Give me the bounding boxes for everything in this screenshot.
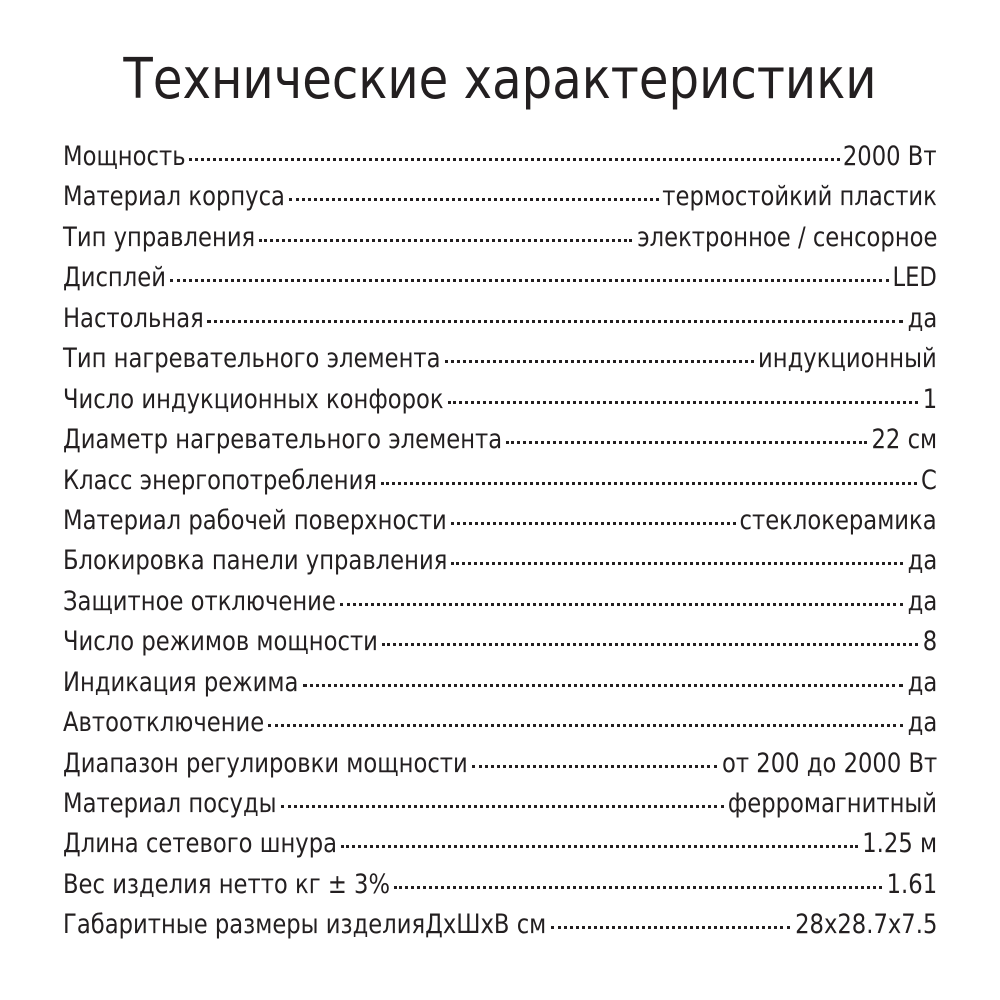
- spec-label: Тип нагревательного элемента: [63, 343, 441, 375]
- spec-row: [63, 744, 937, 784]
- spec-row: [63, 905, 937, 945]
- specs-list: [63, 137, 937, 946]
- spec-row: [63, 501, 937, 541]
- spec-value: да: [907, 707, 937, 739]
- dot-leader: [381, 482, 918, 485]
- spec-row: [63, 177, 937, 217]
- spec-value: от 200 до 2000 Вт: [721, 747, 937, 779]
- spec-label: Настольная: [63, 302, 204, 334]
- dot-leader: [472, 765, 718, 768]
- spec-value: да: [907, 545, 937, 577]
- spec-row: [63, 339, 937, 379]
- spec-label: Число индукционных конфорок: [63, 383, 444, 415]
- dot-leader: [451, 522, 737, 525]
- spec-row: [63, 420, 937, 460]
- dot-leader: [451, 562, 903, 565]
- dot-leader: [445, 360, 755, 363]
- spec-label: Число режимов мощности: [63, 626, 378, 658]
- spec-label: Защитное отключение: [63, 585, 336, 617]
- dot-leader: [268, 724, 903, 727]
- spec-value: да: [907, 666, 937, 698]
- dot-leader: [189, 158, 839, 161]
- spec-value: 1.61: [886, 868, 937, 900]
- dot-leader: [394, 886, 882, 889]
- dot-leader: [259, 239, 632, 242]
- spec-label: Длина сетевого шнура: [63, 828, 338, 860]
- spec-row: [63, 299, 937, 339]
- spec-value: 28x28.7x7.5: [794, 909, 937, 941]
- spec-label: Габаритные размеры изделияДхШхВ см: [63, 909, 547, 941]
- dot-leader: [340, 603, 903, 606]
- spec-row: [63, 137, 937, 177]
- dot-leader: [382, 643, 919, 646]
- spec-label: Блокировка панели управления: [63, 545, 448, 577]
- spec-row: [63, 622, 937, 662]
- spec-value: С: [921, 464, 937, 496]
- spec-label: Индикация режима: [63, 666, 299, 698]
- spec-label: Вес изделия нетто кг ± 3%: [63, 868, 391, 900]
- dot-leader: [207, 320, 903, 323]
- spec-value: стеклокерамика: [739, 504, 937, 536]
- dot-leader: [341, 845, 858, 848]
- spec-row: [63, 541, 937, 581]
- spec-value: да: [907, 302, 937, 334]
- dot-leader: [289, 198, 658, 201]
- spec-label: Класс энергопотребления: [63, 464, 377, 496]
- spec-label: Материал рабочей поверхности: [63, 504, 447, 536]
- spec-label: Автоотключение: [63, 707, 265, 739]
- spec-row: [63, 865, 937, 905]
- spec-label: Материал посуды: [63, 788, 277, 819]
- spec-row: [63, 784, 937, 824]
- spec-label: Диаметр нагревательного элемента: [63, 424, 503, 456]
- spec-value: 1.25 м: [862, 828, 937, 860]
- spec-label: Диапазон регулировки мощности: [63, 747, 468, 779]
- spec-value: электронное / сенсорное: [636, 221, 937, 253]
- spec-label: Дисплей: [63, 262, 166, 294]
- spec-value: да: [907, 585, 937, 617]
- spec-row: [63, 582, 937, 622]
- spec-row: [63, 461, 937, 501]
- dot-leader: [170, 279, 889, 282]
- spec-value: ферромагнитный: [727, 788, 937, 819]
- spec-row: [63, 663, 937, 703]
- dot-leader: [448, 401, 919, 404]
- spec-label: Материал корпуса: [63, 181, 285, 213]
- dot-leader: [303, 684, 904, 687]
- dot-leader: [506, 441, 867, 444]
- page-title: Технические характеристики: [123, 47, 877, 112]
- spec-value: 2000 Вт: [843, 141, 937, 172]
- spec-label: Тип управления: [63, 221, 256, 253]
- spec-row: [63, 380, 937, 420]
- dot-leader: [281, 805, 724, 808]
- spec-label: Мощность: [63, 141, 186, 172]
- spec-value: LED: [892, 262, 937, 294]
- spec-value: 1: [922, 383, 937, 415]
- spec-row: [63, 703, 937, 743]
- spec-value: индукционный: [758, 343, 937, 375]
- spec-value: 22 см: [871, 424, 937, 456]
- spec-row: [63, 218, 937, 258]
- spec-value: термостойкий пластик: [662, 181, 937, 213]
- spec-row: [63, 824, 937, 864]
- spec-row: [63, 258, 937, 298]
- spec-value: 8: [922, 626, 937, 658]
- dot-leader: [551, 926, 791, 929]
